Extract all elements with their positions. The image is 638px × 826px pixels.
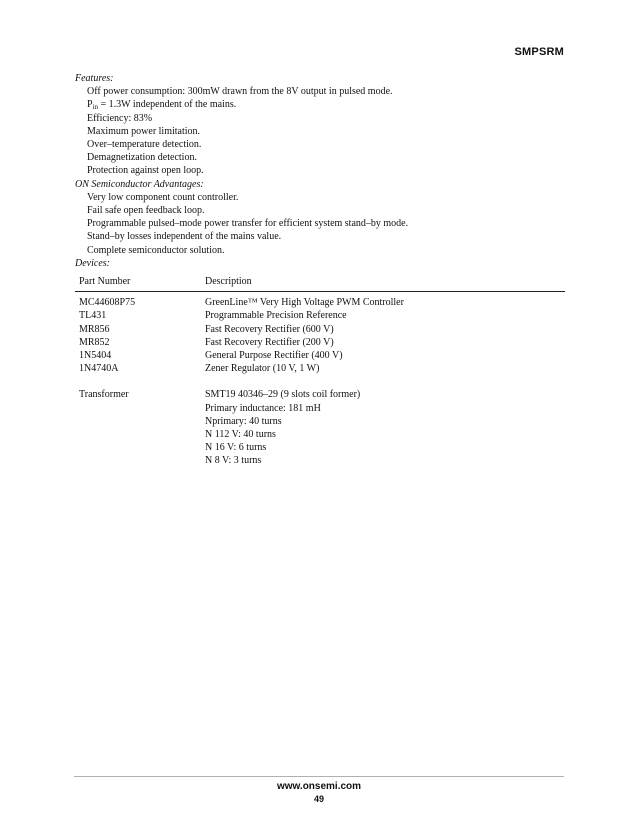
part-number-cell: 1N5404 [79, 350, 112, 362]
description-cell: Fast Recovery Rectifier (600 V) [205, 323, 334, 335]
table-spacer-row [75, 375, 565, 388]
description-line: Nprimary: 40 turns [205, 415, 282, 427]
feature-item: Protection against open loop. [87, 165, 204, 177]
feature-item: Demagnetization detection. [87, 152, 197, 164]
page-header-title: SMPSRM [514, 46, 564, 58]
page-number: 49 [313, 794, 324, 804]
footer-divider [74, 776, 564, 777]
part-number-cell: Transformer [79, 389, 129, 401]
column-header-description: Description [201, 273, 565, 292]
advantage-item: Stand–by losses independent of the mains value. [87, 231, 282, 243]
description-line: N 16 V: 6 turns [205, 442, 267, 454]
devices-table [75, 273, 565, 468]
devices-table-header-row [75, 273, 565, 292]
description-line: Primary inductance: 181 mH [205, 402, 321, 414]
part-number-cell: TL431 [79, 310, 107, 322]
description-line: SMT19 40346–29 (9 slots coil former) [205, 389, 361, 401]
table-row [75, 336, 565, 349]
pin-text: = 1.3W independent of the mains. [100, 99, 237, 111]
advantages-list [87, 191, 565, 257]
feature-item: Off power consumption: 300mW drawn from the 8V output in pulsed mode. [87, 86, 393, 98]
document-body [75, 72, 565, 468]
part-number-cell: MR856 [79, 323, 110, 335]
part-number-cell: 1N4740A [79, 363, 119, 375]
column-header-part-number: Part Number [75, 273, 201, 292]
advantage-item: Very low component count controller. [87, 191, 239, 203]
advantage-item: Complete semiconductor solution. [87, 244, 225, 256]
part-number-cell: MC44608P75 [79, 297, 136, 309]
feature-item: Efficiency: 83% [87, 112, 153, 124]
table-row [75, 309, 565, 322]
table-row-transformer [75, 388, 565, 467]
table-row [75, 362, 565, 375]
advantage-item: Fail safe open feedback loop. [87, 205, 205, 217]
features-list [87, 85, 565, 177]
pin-subscript: in [92, 103, 99, 112]
description-cell: GreenLine™ Very High Voltage PWM Controller [205, 297, 404, 309]
description-cell-multiline [201, 388, 565, 467]
feature-item: Maximum power limitation. [87, 125, 201, 137]
advantages-heading: ON Semiconductor Advantages: [75, 178, 204, 190]
features-heading: Features: [75, 73, 114, 84]
advantage-item: Programmable pulsed–mode power transfer for efficient system stand–by mode. [87, 218, 409, 230]
description-cell: General Purpose Rectifier (400 V) [205, 350, 343, 362]
description-cell: Zener Regulator (10 V, 1 W) [205, 363, 320, 375]
table-row [75, 349, 565, 362]
part-number-cell: MR852 [79, 336, 110, 348]
description-line: N 8 V: 3 turns [205, 455, 262, 467]
footer-url: www.onsemi.com [276, 781, 362, 792]
pin-symbol: P [87, 99, 93, 111]
description-cell: Fast Recovery Rectifier (200 V) [205, 336, 334, 348]
table-row [75, 292, 565, 310]
feature-item-pin [87, 98, 565, 111]
feature-item: Over–temperature detection. [87, 139, 202, 151]
description-cell: Programmable Precision Reference [205, 310, 347, 322]
description-line: N 112 V: 40 turns [205, 429, 276, 441]
devices-heading: Devices: [75, 257, 110, 269]
table-row [75, 323, 565, 336]
